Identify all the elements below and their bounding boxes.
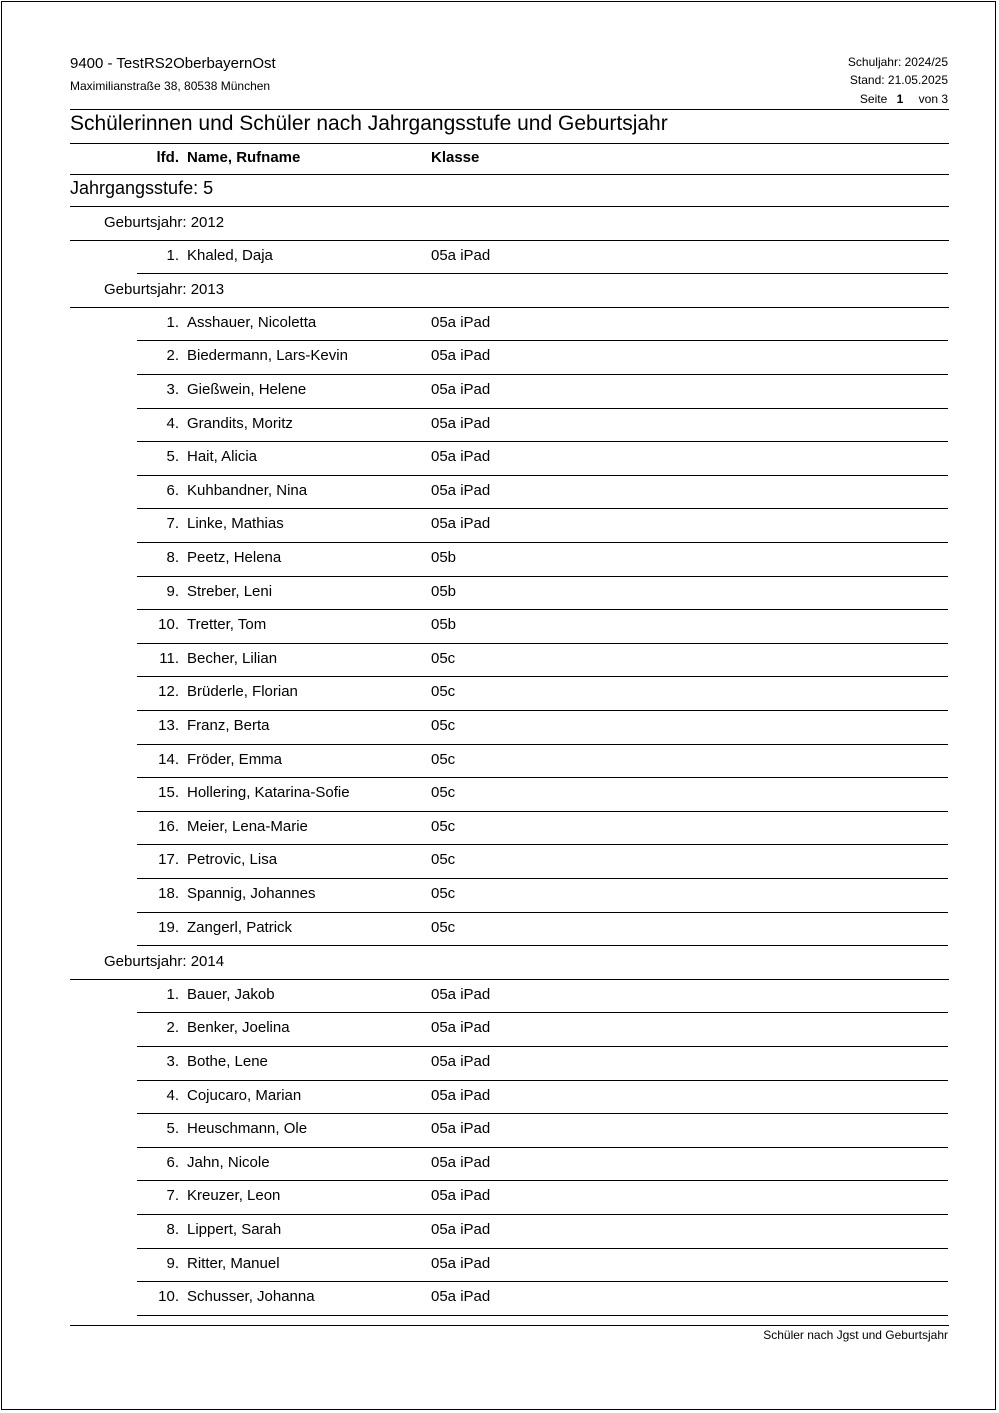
- schuljahr: Schuljahr: 2024/25: [847, 55, 948, 69]
- student-name: Zangerl, Patrick: [187, 919, 293, 936]
- student-name: Petrovic, Lisa: [187, 851, 278, 868]
- student-name: Jahn, Nicole: [187, 1154, 270, 1171]
- student-class: 05a iPad: [431, 482, 491, 499]
- student-class: 05c: [431, 885, 456, 902]
- student-name: Schusser, Johanna: [187, 1288, 315, 1305]
- student-class: 05a iPad: [431, 1120, 491, 1137]
- table-row: [137, 543, 948, 577]
- row-number: 11.: [159, 650, 179, 667]
- row-number: 8.: [166, 549, 179, 566]
- table-row: [137, 1047, 948, 1081]
- table-row: [137, 677, 948, 711]
- page-number: [860, 92, 948, 106]
- table-row: [137, 913, 948, 946]
- page-total: von 3: [918, 92, 948, 106]
- student-class: 05a iPad: [431, 415, 491, 432]
- divider: [70, 109, 949, 110]
- geburtsjahr-heading: Geburtsjahr: 2014: [104, 953, 225, 971]
- row-number: 12.: [158, 683, 179, 700]
- table-row: [137, 1148, 948, 1181]
- student-name: Lippert, Sarah: [187, 1221, 282, 1238]
- footer-divider: [70, 1325, 949, 1326]
- table-row: [137, 1282, 948, 1316]
- table-row: [137, 879, 948, 913]
- school-address: Maximilianstraße 38, 80538 München: [70, 79, 271, 93]
- row-number: 1.: [166, 314, 179, 331]
- table-row: [137, 442, 948, 476]
- school-name: 9400 - TestRS2OberbayernOst: [70, 55, 276, 72]
- row-number: 10.: [158, 616, 179, 633]
- student-class: 05c: [431, 818, 456, 835]
- row-number: 2.: [166, 1019, 179, 1036]
- student-name: Spannig, Johannes: [187, 885, 316, 902]
- table-row: [137, 476, 948, 509]
- table-row: [137, 1215, 948, 1249]
- student-name: Ritter, Manuel: [187, 1255, 280, 1272]
- divider: [70, 206, 949, 207]
- row-number: 18.: [158, 885, 179, 902]
- jahrgangsstufe-heading: Jahrgangsstufe: 5: [70, 178, 214, 198]
- student-class: 05c: [431, 683, 456, 700]
- student-class: 05b: [431, 616, 457, 633]
- student-name: Franz, Berta: [187, 717, 270, 734]
- table-row: [137, 1249, 948, 1282]
- student-class: 05a iPad: [431, 986, 491, 1003]
- table-row: [137, 812, 948, 845]
- row-number: 8.: [166, 1221, 179, 1238]
- student-name: Heuschmann, Ole: [187, 1120, 308, 1137]
- student-class: 05a iPad: [431, 448, 491, 465]
- student-class: 05a iPad: [431, 314, 491, 331]
- table-row: [137, 1114, 948, 1148]
- student-class: 05c: [431, 751, 456, 768]
- row-number: 6.: [166, 1154, 179, 1171]
- student-name: Kuhbandner, Nina: [187, 482, 308, 499]
- page-label: Seite: [859, 92, 888, 106]
- divider: [70, 174, 949, 175]
- row-number: 5.: [166, 1120, 179, 1137]
- row-number: 9.: [166, 1255, 179, 1272]
- row-number: 15.: [158, 784, 179, 801]
- row-number: 13.: [158, 717, 179, 734]
- student-name: Khaled, Daja: [187, 247, 273, 264]
- row-number: 1.: [166, 986, 179, 1003]
- student-name: Benker, Joelina: [187, 1019, 290, 1036]
- student-class: 05c: [431, 717, 456, 734]
- table-row: [137, 241, 948, 274]
- student-name: Streber, Leni: [187, 583, 273, 600]
- geburtsjahr-heading: Geburtsjahr: 2012: [104, 214, 225, 231]
- table-row: [137, 308, 948, 341]
- student-class: 05a iPad: [431, 247, 491, 264]
- table-row: [137, 577, 948, 610]
- row-number: 4.: [166, 1087, 179, 1104]
- student-name: Linke, Mathias: [187, 515, 284, 532]
- table-row: [137, 610, 948, 644]
- report-title: Schülerinnen und Schüler nach Jahrgangsstufe und Geburtsjahr: [70, 112, 668, 135]
- column-header-lfd: lfd.: [156, 149, 179, 166]
- table-row: [137, 341, 948, 375]
- row-number: 10.: [158, 1288, 179, 1305]
- row-number: 1.: [166, 247, 179, 264]
- table-row: [137, 509, 948, 543]
- table-row: [137, 375, 948, 409]
- student-class: 05a iPad: [431, 1187, 491, 1204]
- footer-text: Schüler nach Jgst und Geburtsjahr: [763, 1328, 948, 1342]
- student-class: 05a iPad: [431, 1154, 491, 1171]
- student-name: Bothe, Lene: [187, 1053, 268, 1070]
- row-number: 17.: [158, 851, 179, 868]
- student-name: Meier, Lena-Marie: [187, 818, 308, 835]
- table-row: [137, 845, 948, 879]
- student-name: Becher, Lilian: [187, 650, 278, 667]
- student-name: Brüderle, Florian: [187, 683, 298, 700]
- student-class: 05c: [431, 650, 456, 667]
- page-current: 1: [896, 92, 904, 106]
- student-name: Bauer, Jakob: [187, 986, 275, 1003]
- student-class: 05c: [431, 851, 456, 868]
- student-class: 05a iPad: [431, 515, 491, 532]
- student-class: 05a iPad: [431, 1019, 491, 1036]
- table-row: [137, 1013, 948, 1047]
- student-name: Grandits, Moritz: [187, 415, 293, 432]
- table-row: [137, 644, 948, 677]
- student-class: 05a iPad: [431, 1053, 491, 1070]
- row-number: 7.: [166, 515, 179, 532]
- student-class: 05b: [431, 583, 457, 600]
- student-class: 05c: [431, 784, 456, 801]
- student-class: 05a iPad: [431, 381, 491, 398]
- stand-date: Stand: 21.05.2025: [849, 73, 948, 87]
- row-number: 3.: [166, 381, 179, 398]
- student-class: 05a iPad: [431, 1221, 491, 1238]
- student-class: 05c: [431, 919, 456, 936]
- row-number: 3.: [166, 1053, 179, 1070]
- row-number: 14.: [158, 751, 179, 768]
- student-class: 05a iPad: [431, 1288, 491, 1305]
- row-number: 5.: [166, 448, 179, 465]
- row-number: 2.: [166, 347, 179, 364]
- row-number: 7.: [166, 1187, 179, 1204]
- student-class: 05b: [431, 549, 457, 566]
- student-class: 05a iPad: [431, 1087, 491, 1104]
- table-row: [137, 711, 948, 745]
- student-name: Tretter, Tom: [187, 616, 267, 633]
- row-number: 4.: [166, 415, 179, 432]
- student-name: Biedermann, Lars-Kevin: [187, 347, 348, 364]
- row-number: 19.: [158, 919, 179, 936]
- table-row: [137, 409, 948, 442]
- table-row: [137, 980, 948, 1013]
- student-name: Hollering, Katarina-Sofie: [187, 784, 350, 801]
- table-row: [137, 778, 948, 812]
- table-row: [137, 745, 948, 778]
- table-row: [137, 1081, 948, 1114]
- row-number: 16.: [158, 818, 179, 835]
- student-name: Fröder, Emma: [187, 751, 283, 768]
- student-name: Kreuzer, Leon: [187, 1187, 281, 1204]
- student-class: 05a iPad: [431, 347, 491, 364]
- geburtsjahr-heading: Geburtsjahr: 2013: [104, 281, 225, 299]
- column-header-klasse: Klasse: [431, 149, 480, 166]
- student-class: 05a iPad: [431, 1255, 491, 1272]
- table-row: [137, 1181, 948, 1215]
- student-name: Hait, Alicia: [187, 448, 258, 465]
- student-name: Gießwein, Helene: [187, 381, 307, 398]
- divider: [70, 143, 949, 144]
- student-name: Peetz, Helena: [187, 549, 282, 566]
- column-header-name: Name, Rufname: [187, 149, 301, 166]
- student-name: Asshauer, Nicoletta: [187, 314, 317, 331]
- row-number: 6.: [166, 482, 179, 499]
- student-name: Cojucaro, Marian: [187, 1087, 302, 1104]
- row-number: 9.: [166, 583, 179, 600]
